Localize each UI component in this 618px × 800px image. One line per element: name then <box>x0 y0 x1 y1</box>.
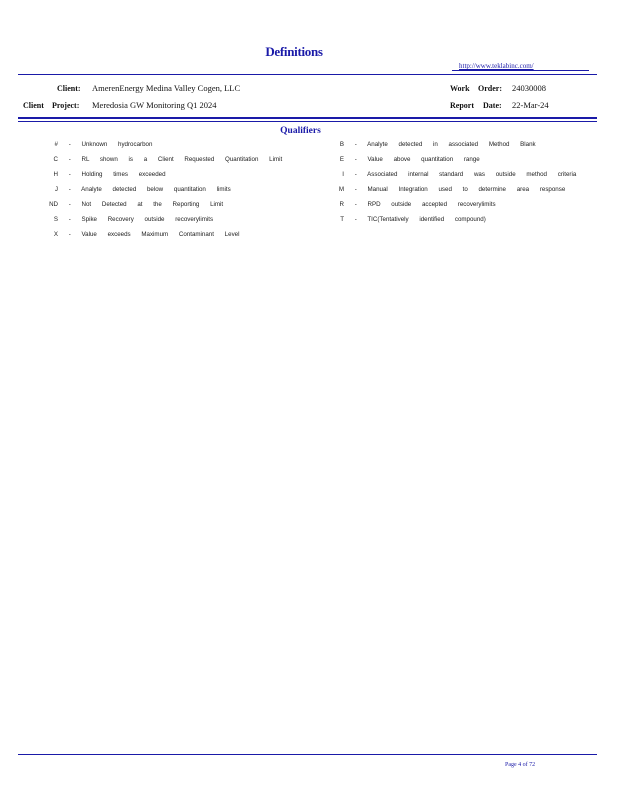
qualifier-code: M <box>338 186 344 193</box>
qualifier-code: # <box>54 141 58 148</box>
qualifier-item: B - Analyte detected in associated Method Blank <box>330 141 536 148</box>
page-number: Page 4 of 72 <box>505 762 536 768</box>
qualifier-item: T - TIC(Tentatively identified compound) <box>330 216 486 223</box>
qualifier-text: Manual Integration used to determine area response <box>367 186 566 193</box>
qualifier-item: H - Holding times exceeded <box>38 171 166 178</box>
footer-rule <box>18 754 597 755</box>
qualifier-text: Associated internal standard was outside method criteria <box>367 171 577 178</box>
qualifier-item: # - Unknown hydrocarbon <box>38 141 152 148</box>
lab-website-link[interactable]: http://www.teklabinc.com/ <box>459 62 534 70</box>
qualifier-code: E <box>339 156 344 163</box>
report-date-value: 22-Mar-24 <box>512 100 549 110</box>
qualifier-text: RL shown is a Client Requested Quantitation Limit <box>81 156 283 163</box>
header-rule-top <box>18 74 597 75</box>
qualifier-text: Not Detected at the Reporting Limit <box>81 201 224 208</box>
qualifier-code: T <box>340 216 344 223</box>
qualifier-text: Value exceeds Maximum Contaminant Level <box>81 231 240 238</box>
client-prefix-label: Client <box>23 101 44 110</box>
qualifier-text: TIC(Tentatively identified compound) <box>367 216 486 223</box>
qualifier-code: ND <box>49 201 58 208</box>
date-label: Date: <box>483 101 502 110</box>
qualifier-item: J - Analyte detected below quantitation limits <box>38 186 231 193</box>
qualifier-text: Value above quantitation range <box>367 156 480 163</box>
qualifier-code: I <box>342 171 344 178</box>
report-label: Report <box>450 101 474 110</box>
qualifier-text: Analyte detected below quantitation limits <box>81 186 231 193</box>
qualifier-item: ND - Not Detected at the Reporting Limit <box>38 201 223 208</box>
work-label: Work <box>450 84 470 93</box>
qualifier-item: I - Associated internal standard was outside method criteria <box>330 171 576 178</box>
qualifier-code: J <box>54 186 58 193</box>
header-rule-bottom-thin <box>18 121 597 122</box>
qualifier-item: M - Manual Integration used to determine area response <box>330 186 565 193</box>
qualifier-code: C <box>53 156 58 163</box>
qualifier-code: S <box>53 216 58 223</box>
qualifier-code: H <box>53 171 58 178</box>
qualifier-code: X <box>53 231 58 238</box>
url-underline <box>452 70 589 71</box>
qualifier-text: Holding times exceeded <box>81 171 166 178</box>
page-title: Definitions <box>265 44 323 59</box>
client-label: Client: <box>57 84 81 93</box>
client-value: AmerenEnergy Medina Valley Cogen, LLC <box>92 83 241 93</box>
qualifier-item: S - Spike Recovery outside recoverylimits <box>38 216 213 223</box>
qualifier-item: C - RL shown is a Client Requested Quantitation Limit <box>38 156 282 163</box>
project-label: Project: <box>52 101 80 110</box>
qualifier-code: B <box>339 141 344 148</box>
qualifier-item: R - RPD outside accepted recoverylimits <box>330 201 496 208</box>
qualifier-code: R <box>339 201 344 208</box>
work-order-value: 24030008 <box>512 83 546 93</box>
order-label: Order: <box>478 84 502 93</box>
qualifier-item: E - Value above quantitation range <box>330 156 480 163</box>
project-value: Meredosia GW Monitoring Q1 2024 <box>92 100 217 110</box>
header-rule-bottom <box>18 117 597 119</box>
qualifier-item: X - Value exceeds Maximum Contaminant Level <box>38 231 239 238</box>
qualifier-text: Analyte detected in associated Method Blank <box>367 141 536 148</box>
qualifier-text: RPD outside accepted recoverylimits <box>367 201 496 208</box>
qualifier-text: Unknown hydrocarbon <box>81 141 153 148</box>
qualifier-text: Spike Recovery outside recoverylimits <box>81 216 214 223</box>
qualifiers-title: Qualifiers <box>280 126 321 136</box>
